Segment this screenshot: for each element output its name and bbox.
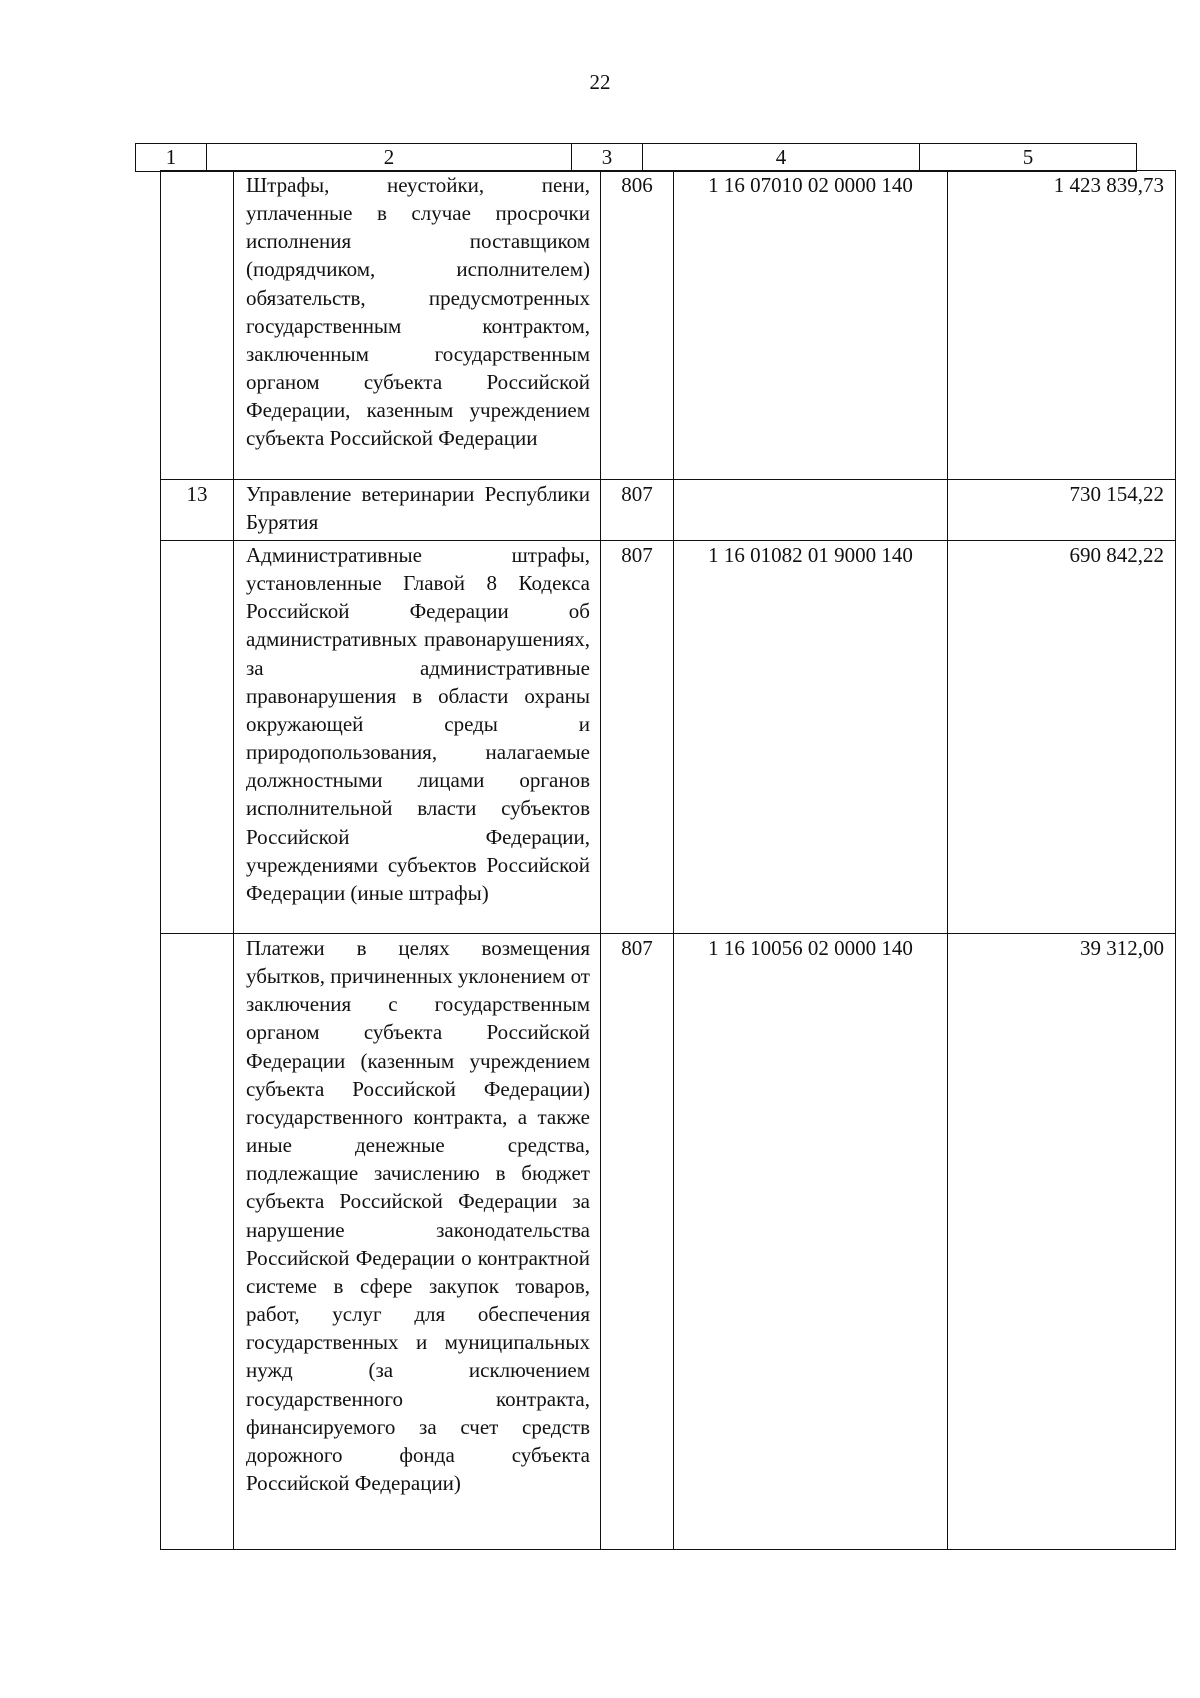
table-row xyxy=(161,480,1176,541)
table-row xyxy=(161,541,1176,934)
row-name: Управление ветеринарии Республики Бурятия xyxy=(234,480,601,541)
row-number: 13 xyxy=(161,480,234,541)
header-col-1: 1 xyxy=(136,144,207,172)
row-kbk-code xyxy=(674,480,948,541)
row-name: Штрафы, неустойки, пени, уплаченные в случае просрочки исполнения поставщиком (подрядчиком, исполнителем) обязательств, предусмотренных государственным контрактом, заключенным государственным органом субъекта Российской Федерации, казенным учреждением субъекта Российской Федерации xyxy=(234,171,601,480)
row-name: Административные штрафы, установленные Главой 8 Кодекса Российской Федерации об административных правонарушениях, за административные правонарушения в области охраны окружающей среды и природопользования, налагаемые должностными лицами органов исполнительной власти субъектов Российской Федерации, учреждениями субъектов Российской Федерации (иные штрафы) xyxy=(234,541,601,934)
header-col-5: 5 xyxy=(920,144,1137,172)
header-col-3: 3 xyxy=(572,144,643,172)
row-number xyxy=(161,171,234,480)
row-kbk-code: 1 16 10056 02 0000 140 xyxy=(674,934,948,1550)
header-col-4: 4 xyxy=(643,144,920,172)
row-amount: 39 312,00 xyxy=(948,934,1176,1550)
row-number xyxy=(161,541,234,934)
row-admin-code: 807 xyxy=(601,934,674,1550)
header-row xyxy=(136,144,1137,172)
row-admin-code: 807 xyxy=(601,541,674,934)
row-amount: 1 423 839,73 xyxy=(948,171,1176,480)
table-row xyxy=(161,934,1176,1550)
row-admin-code: 806 xyxy=(601,171,674,480)
row-name: Платежи в целях возмещения убытков, причиненных уклонением от заключения с государственным органом субъекта Российской Федерации (казенным учреждением субъекта Российской Федерации) государственного контракта, а также иные денежные средства, подлежащие зачислению в бюджет субъекта Российской Федерации за нарушение законодательства Российской Федерации о контрактной системе в сфере закупок товаров, работ, услуг для обеспечения государственных и муниципальных нужд (за исключением государственного контракта, финансируемого за счет средств дорожного фонда субъекта Российской Федерации) xyxy=(234,934,601,1550)
revenue-table xyxy=(160,170,1176,1550)
column-number-header xyxy=(135,143,1137,172)
row-amount: 690 842,22 xyxy=(948,541,1176,934)
row-kbk-code: 1 16 07010 02 0000 140 xyxy=(674,171,948,480)
header-col-2: 2 xyxy=(207,144,572,172)
row-kbk-code: 1 16 01082 01 9000 140 xyxy=(674,541,948,934)
row-number xyxy=(161,934,234,1550)
table-row xyxy=(161,171,1176,480)
page-number: 22 xyxy=(589,70,611,94)
row-admin-code: 807 xyxy=(601,480,674,541)
row-amount: 730 154,22 xyxy=(948,480,1176,541)
